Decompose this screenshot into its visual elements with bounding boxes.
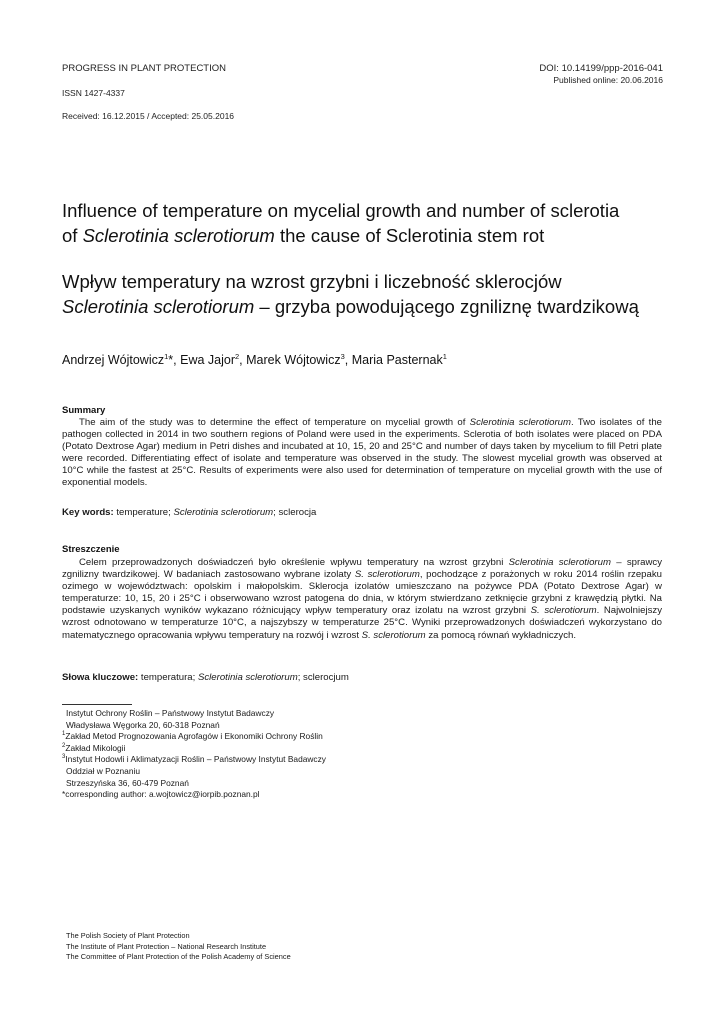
title-en-suffix: the cause of Sclerotinia stem rot [274, 225, 545, 246]
author-name: Marek Wójtowicz [246, 353, 341, 367]
society-block [66, 931, 291, 963]
summary-heading: Summary [62, 405, 106, 416]
footnote-line: Strzeszyńska 36, 60-479 Poznań [66, 777, 189, 788]
summary-text [62, 417, 662, 490]
streszczenie-part: , pochodzące z porażonych w roku 2014 roślin rzepaku ozimego w województwach: opolskim i małopolskim. Sklerocja izolatów umieszczano na pożywce PDA (Potato Dextrose Agar) w temperaturze: 10, 15, 20 i 25°C i obserwowano wzrost patogena do dnia, w którym stwierdzano zetknięcie grzybni z krawędzią płytki. Na podstawie uzyskanych wyników wykazano różnicujący wpływ temperatury oraz izolatu na wzrost grzybni [62, 569, 662, 617]
title-pl-suffix: – grzyba powodującego zgniliznę twardzikową [254, 296, 639, 317]
keywords-species: Sclerotinia sclerotiorum [173, 507, 274, 518]
streszczenie-part: . Najwolniejszy wzrost odnotowano w temperaturze 10°C, a najszybszy w temperaturze 25°C. Wyniki przeprowadzonych doświadczeń wykorzystano do matematycznego opracowania wpływu temperatury na rozwój i wzrost [62, 605, 662, 641]
keywords-polish [62, 672, 349, 683]
footnote-marker: 3 [62, 754, 66, 761]
keywords-part: ; sclerocjum [297, 672, 349, 683]
keywords-label: Key words: [62, 507, 114, 518]
footnote-line [62, 743, 326, 755]
summary-part: The aim of the study was to determine the effect of temperature on mycelial growth of [79, 417, 470, 428]
streszczenie-part: – sprawcy zgnilizny twardzikowej. W badaniach zastosowano wybrane izolaty [62, 557, 662, 581]
streszczenie-species: S. sclerotiorum [354, 569, 420, 581]
streszczenie-species: S. sclerotiorum [530, 605, 597, 617]
society-line: The Committee of Plant Protection of the Polish Academy of Science [66, 952, 291, 961]
keywords-part: temperatura; [138, 672, 198, 683]
title-pl-species: Sclerotinia sclerotiorum [62, 296, 255, 317]
doi: DOI: 10.14199/ppp-2016-041 [539, 63, 663, 74]
title-en-prefix: of [62, 225, 83, 246]
issn: ISSN 1427-4337 [62, 88, 125, 98]
footnote-marker: 1 [62, 731, 66, 738]
title-english [62, 198, 662, 248]
summary-species: Sclerotinia sclerotiorum [469, 417, 571, 428]
title-en-line-2 [62, 223, 662, 248]
footnotes [62, 708, 326, 801]
streszczenie-part: za pomocą równań wykładniczych. [425, 629, 577, 641]
author-affiliation: 2 [235, 352, 240, 361]
streszczenie-heading: Streszczenie [62, 544, 120, 555]
author-name: Ewa Jajor [180, 353, 235, 367]
author-affiliation: 1 [442, 352, 447, 361]
footnote-line [62, 754, 326, 766]
footnote-text: Zakład Mikologii [65, 742, 126, 753]
streszczenie-text [62, 557, 662, 642]
title-pl-line-1: Wpływ temperatury na wzrost grzybni i liczebność sklerocjów [62, 271, 562, 292]
authors [62, 353, 447, 367]
corresponding-author: *corresponding author: a.wojtowicz@iorpib.poznan.pl [62, 789, 260, 800]
author-name: Maria Pasternak [351, 353, 443, 367]
footnote-divider [62, 704, 132, 705]
title-en-line-1: Influence of temperature on mycelial growth and number of sclerotia [62, 200, 620, 221]
footnote-marker: 2 [62, 742, 66, 749]
author-name: Andrzej Wójtowicz [62, 353, 165, 367]
footnote-line [62, 731, 326, 743]
keywords-species: Sclerotinia sclerotiorum [197, 672, 298, 683]
keywords-label: Słowa kluczowe: [62, 672, 139, 683]
streszczenie-species: S. sclerotiorum [361, 629, 426, 641]
journal-name: PROGRESS IN PLANT PROTECTION [62, 63, 226, 74]
streszczenie-part: Celem przeprowadzonych doświadczeń było określenie wpływu temperatury na wzrost grzybni [79, 557, 509, 568]
footnote-text: Zakład Metod Prognozowania Agrofagów i Ekonomiki Ochrony Roślin [65, 731, 323, 742]
streszczenie-species: Sclerotinia sclerotiorum [508, 557, 611, 568]
keywords-part: temperature; [113, 507, 174, 518]
published-date: Published online: 20.06.2016 [553, 75, 663, 85]
title-pl-line-2 [62, 294, 662, 319]
author-affiliation: 3 [340, 352, 345, 361]
title-polish [62, 269, 662, 319]
keywords-english [62, 507, 316, 518]
footnote-text: Instytut Hodowli i Aklimatyzacji Roślin – Państwowy Instytut Badawczy [65, 754, 326, 765]
author-separator: , [239, 353, 247, 367]
footnote-line: Oddział w Poznaniu [66, 765, 141, 776]
received-accepted-dates: Received: 16.12.2015 / Accepted: 25.05.2016 [62, 111, 235, 121]
author-separator: , [344, 353, 352, 367]
author-affiliation: 1 [164, 352, 169, 361]
society-line: The Polish Society of Plant Protection [66, 931, 190, 940]
keywords-part: ; sclerocja [273, 507, 317, 518]
title-en-species: Sclerotinia sclerotiorum [82, 225, 275, 246]
footnote-line: Instytut Ochrony Roślin – Państwowy Instytut Badawczy [66, 708, 275, 718]
society-line: The Institute of Plant Protection – National Research Institute [66, 941, 267, 951]
author-separator: *, [168, 353, 181, 367]
footnote-line: Władysława Węgorka 20, 60-318 Poznań [66, 719, 220, 730]
summary-part: . Two isolates of the pathogen collected in 2014 in two southern regions of Poland were used in the experiments. Sclerotia of both isolates were placed on PDA (Potato Dextrose Agar) medium in Petri dishes and incubated at 10, 15, 20 and 25°C and number of days taken by mycelium to fill Petri plate were recorded. Differentiating effect of isolate and temperature was observed in the study. The slowest mycelial growth was observed at 10°C while the fastest at 25°C. Results of experiments were also used for determination of temperature on mycelial growth with the use of exponential models. [62, 417, 662, 489]
